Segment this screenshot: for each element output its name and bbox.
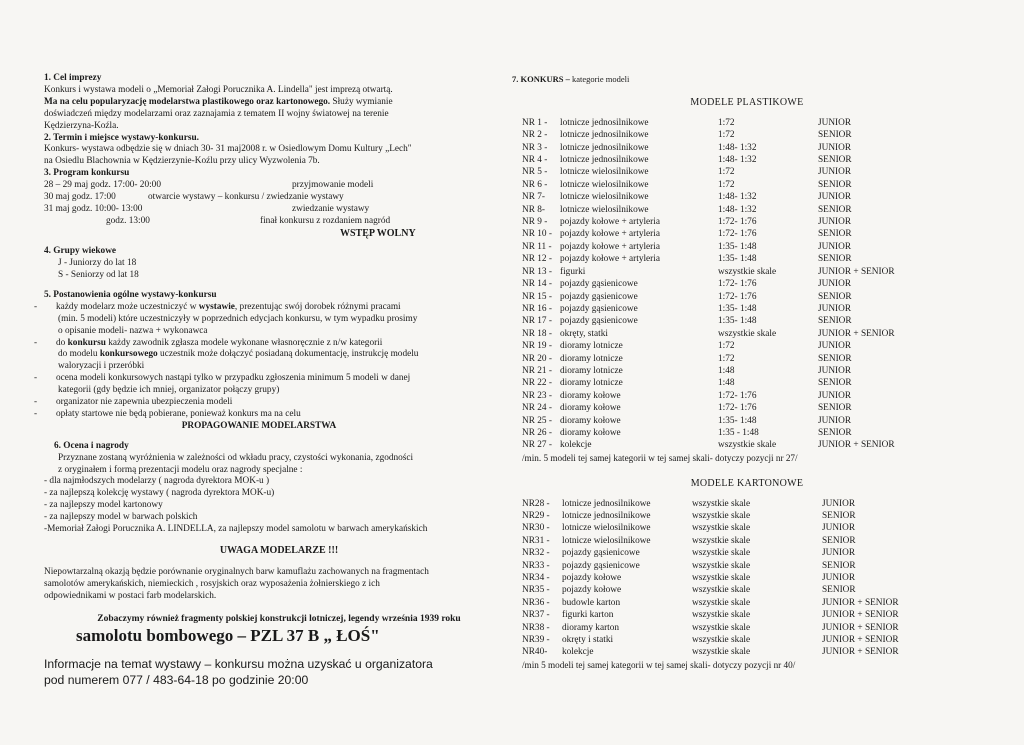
table-row [522, 340, 928, 352]
program-row-4 [44, 216, 514, 228]
category-number: NR 11 - [522, 241, 552, 252]
category-name: dioramy kołowe [560, 415, 621, 426]
table-row [522, 117, 928, 129]
category-number: NR 7- [522, 192, 545, 203]
table-row [522, 597, 932, 609]
category-number: NR28 - [522, 498, 550, 509]
rule-text: każdy modelarz może uczestniczyć w [56, 301, 199, 312]
category-number: NR 27 - [522, 440, 552, 451]
rule-text: uczestnik może dołączyć posiadaną dokumentację, instrukcję modelu [157, 349, 419, 360]
table-row [522, 278, 928, 290]
category-name: dioramy lotnicze [560, 378, 623, 389]
category-age-group: JUNIOR [818, 279, 852, 290]
category-number: NR 16 - [522, 303, 552, 314]
category-name: lotnicze jednosilnikowe [560, 130, 649, 141]
category-number: NR 25 - [522, 415, 552, 426]
table-row [522, 646, 932, 658]
plastic-models-table [522, 117, 928, 452]
rule-3-cont: kategorii (gdy będzie ich mniej, organizator połączy grupy) [58, 385, 280, 396]
section-2-title: 2. Termin i miejsce wystawy-konkursu. [44, 132, 199, 143]
table-row [522, 427, 928, 439]
category-number: NR32 - [522, 548, 550, 559]
category-scale: wszystkie skale [692, 535, 751, 546]
category-name: dioramy lotnicze [560, 341, 623, 352]
category-number: NR 14 - [522, 279, 552, 290]
table-row [522, 402, 928, 414]
category-name: dioramy kołowe [560, 427, 621, 438]
table-row [522, 142, 928, 154]
category-number: NR 21 - [522, 365, 552, 376]
category-age-group: SENIOR [818, 179, 852, 190]
category-scale: wszystkie skale [718, 328, 777, 339]
rule-bold: wystawie [198, 301, 235, 312]
table-row [522, 522, 932, 534]
category-scale: wszystkie skale [692, 511, 751, 521]
category-number: NR29 - [522, 511, 550, 521]
table-row [522, 572, 932, 584]
category-age-group: JUNIOR [818, 365, 852, 376]
award-line-6: - za najlepszy model w barwach polskich [44, 512, 198, 523]
rule-text: do [56, 337, 68, 348]
table-row [522, 266, 928, 278]
rule-text: do modelu [58, 349, 100, 360]
table-row [522, 315, 928, 327]
category-age-group: JUNIOR [818, 303, 852, 314]
pzl-headline: samolotu bombowego – PZL 37 B „ ŁOŚ" [76, 625, 380, 645]
category-name: lotnicze wielosilnikowe [560, 192, 649, 203]
category-scale: 1:72- 1:76 [718, 217, 757, 228]
rule-1-cont: o opisanie modeli- nazwa + wykonawca [58, 325, 208, 336]
category-number: NR39 - [522, 635, 550, 646]
category-age-group: JUNIOR + SENIOR [822, 635, 899, 646]
category-age-group: SENIOR [822, 560, 856, 571]
category-age-group: JUNIOR [818, 217, 852, 228]
table-row [522, 228, 928, 240]
category-scale: wszystkie skale [692, 548, 751, 559]
contact-line-2: pod numerem 077 / 483-64-18 po godzinie 20:00 [44, 672, 309, 687]
category-name: pojazdy gąsienicowe [560, 303, 638, 314]
category-scale: wszystkie skale [692, 523, 751, 534]
cardboard-models-heading: MODELE KARTONOWE [690, 478, 804, 490]
program-time: 28 – 29 maj godz. 17:00- 20:00 [44, 180, 161, 191]
category-scale: wszystkie skale [692, 585, 751, 596]
category-scale: wszystkie skale [692, 498, 751, 509]
table-row [522, 622, 932, 634]
table-row [522, 328, 928, 340]
table-row [522, 535, 932, 547]
free-entry [44, 228, 514, 240]
category-name: budowle karton [562, 597, 621, 608]
category-name: pojazdy gąsienicowe [562, 548, 640, 559]
category-name: kolekcje [560, 440, 592, 451]
s1-line-3: doświadczeń między modelarzami oraz zaznajamia z tematem II wojny światowej na terenie [44, 108, 389, 119]
program-event: zwiedzanie wystawy [292, 204, 370, 215]
s1-line-1: Konkurs i wystawa modeli o „Memoriał Załogi Porucznika A. Lindella" jest imprezą otwartą. [44, 84, 393, 95]
right-column [512, 73, 982, 671]
rule-text: każdy zawodnik zgłasza modele wykonane własnoręcznie z n/w kategorii [105, 337, 383, 348]
category-age-group: JUNIOR [818, 241, 852, 252]
plastic-models-heading: MODELE PLASTIKOWE [690, 97, 804, 109]
category-scale: wszystkie skale [692, 647, 751, 658]
info-line-3: odpowiednikami w postaci farb modelarskich. [44, 590, 217, 601]
section-4-title: 4. Grupy wiekowe [44, 246, 117, 257]
table-row [522, 303, 928, 315]
program-time: 31 maj godz. 10:00- 13:00 [44, 204, 143, 215]
program-event: przyjmowanie modeli [292, 180, 374, 191]
table-row [522, 129, 928, 141]
category-name: lotnicze wielosilnikowe [560, 179, 649, 190]
table-row [522, 365, 928, 377]
program-row-2 [44, 192, 514, 204]
rule-1 [44, 302, 514, 314]
category-name: lotnicze jednosilnikowe [560, 117, 649, 128]
category-number: NR 26 - [522, 427, 552, 438]
table-row [522, 253, 928, 265]
category-scale: wszystkie skale [692, 560, 751, 571]
category-number: NR36 - [522, 597, 550, 608]
category-name: okręty, statki [560, 328, 608, 339]
left-column [44, 73, 514, 688]
award-line-3: - dla najmłodszych modelarzy ( nagroda dyrektora MOK-u ) [44, 476, 270, 487]
rule-bold: konkursowego [99, 349, 158, 360]
category-number: NR 3 - [522, 142, 548, 153]
contact-line-1: Informacje na temat wystawy – konkursu można uzyskać u organizatora [44, 656, 433, 671]
info-line-1: Niepowtarzalną okazją będzie porównanie oryginalnych barw kamuflażu zachowanych na fragmentach [44, 566, 429, 577]
category-scale: 1:72- 1:76 [718, 279, 757, 290]
category-scale: wszystkie skale [692, 610, 751, 621]
category-age-group: SENIOR [822, 535, 856, 546]
program-time: 30 maj godz. 17:00 [44, 192, 116, 203]
category-age-group: JUNIOR [822, 523, 856, 534]
category-number: NR30 - [522, 523, 550, 534]
rule-5: - opłaty startowe nie będą pobierane, ponieważ konkurs ma na celu [44, 409, 514, 421]
category-scale: wszystkie skale [692, 635, 751, 646]
table-row [522, 216, 928, 228]
rule-2-cont: waloryzacji i przeróbki [58, 361, 145, 372]
category-age-group: SENIOR [818, 204, 852, 215]
category-name: pojazdy gąsienicowe [562, 560, 640, 571]
rule-bold: konkursu [67, 337, 106, 348]
rule-2-cont [44, 349, 514, 361]
category-scale: 1:72- 1:76 [718, 229, 757, 240]
category-scale: 1:72- 1:76 [718, 291, 757, 302]
category-scale: 1:48 [718, 378, 735, 389]
category-age-group: JUNIOR + SENIOR [818, 440, 895, 451]
category-scale: 1:72 [718, 353, 735, 364]
category-number: NR35 - [522, 585, 550, 596]
table-row [522, 353, 928, 365]
category-name: lotnicze wielosilnikowe [562, 523, 651, 534]
category-name: lotnicze jednosilnikowe [560, 155, 649, 166]
category-name: pojazdy kołowe + artyleria [560, 254, 660, 265]
category-scale: 1:72- 1:76 [718, 403, 757, 414]
category-number: NR33 - [522, 560, 550, 571]
category-number: NR 24 - [522, 403, 552, 414]
category-number: NR 13 - [522, 266, 552, 277]
rule-1-cont: (min. 5 modeli) które uczestniczyły w poprzednich edycjach konkursu, w tym wypadku prosimy [58, 313, 418, 324]
category-name: pojazdy gąsienicowe [560, 279, 638, 290]
category-name: dioramy lotnicze [560, 353, 623, 364]
propagation-banner: PROPAGOWANIE MODELARSTWA [181, 420, 337, 431]
category-number: NR40- [522, 647, 548, 658]
category-name: figurki karton [562, 610, 614, 621]
category-age-group: SENIOR [818, 254, 852, 265]
category-name: pojazdy kołowe + artyleria [560, 217, 660, 228]
plastic-note: /min. 5 modeli tej samej kategorii w tej samej skali- dotyczy pozycji nr 27/ [522, 452, 798, 463]
category-number: NR 18 - [522, 328, 552, 339]
table-row [522, 390, 928, 402]
category-age-group: JUNIOR [818, 167, 852, 178]
category-age-group: SENIOR [818, 316, 852, 327]
table-row [522, 291, 928, 303]
category-scale: 1:72 [718, 167, 735, 178]
table-row [522, 166, 928, 178]
category-age-group: SENIOR [818, 229, 852, 240]
category-name: lotnicze jednosilnikowe [562, 511, 651, 521]
category-age-group: JUNIOR + SENIOR [818, 328, 895, 339]
category-age-group: JUNIOR [822, 548, 856, 559]
rule-4: - organizator nie zapewnia ubezpieczenia modeli [44, 397, 514, 409]
table-row [522, 204, 928, 216]
s1-line-2 [44, 97, 514, 109]
category-name: dioramy kołowe [560, 403, 621, 414]
category-scale: 1:72 [718, 130, 735, 141]
rule-2 [44, 338, 514, 350]
table-row [522, 560, 932, 572]
program-row-1 [44, 180, 514, 192]
category-age-group: JUNIOR + SENIOR [822, 647, 899, 658]
table-row [522, 154, 928, 166]
category-age-group: JUNIOR [818, 117, 852, 128]
category-name: lotnicze wielosilnikowe [560, 204, 649, 215]
category-number: NR 6 - [522, 179, 548, 190]
award-line-5: - za najlepszy model kartonowy [44, 500, 163, 511]
category-scale: wszystkie skale [692, 622, 751, 633]
table-row [522, 191, 928, 203]
category-age-group: JUNIOR + SENIOR [822, 622, 899, 633]
free-entry-text: WSTĘP WOLNY [340, 228, 416, 240]
attention-heading: UWAGA MODELARZE !!! [219, 545, 339, 556]
category-name: lotnicze jednosilnikowe [560, 142, 649, 153]
category-age-group: JUNIOR [818, 341, 852, 352]
s1-line-4: Kędzierzyna-Koźla. [44, 120, 119, 131]
table-row [522, 377, 928, 389]
program-event: otwarcie wystawy – konkursu / zwiedzanie wystawy [148, 192, 344, 203]
category-name: dioramy lotnicze [560, 365, 623, 376]
category-name: pojazdy gąsienicowe [560, 316, 638, 327]
category-name: figurki [560, 266, 586, 277]
category-scale: 1:48- 1:32 [718, 204, 757, 215]
category-name: pojazdy kołowe [562, 573, 622, 584]
category-name: lotnicze wielosilnikowe [562, 535, 651, 546]
section-1-title: 1. Cel imprezy [44, 73, 102, 83]
program-row-3 [44, 204, 514, 216]
rule-text: , prezentując swój dorobek różnymi pracami [234, 301, 401, 312]
category-number: NR 15 - [522, 291, 552, 302]
category-age-group: SENIOR [822, 585, 856, 596]
category-number: NR 2 - [522, 130, 548, 141]
category-scale: 1:35 - 1:48 [718, 427, 759, 438]
category-scale: wszystkie skale [718, 266, 777, 277]
award-line-1: Przyznane zostaną wyróżnienia w zależności od wkładu pracy, czystości wykonania, zgodności [58, 452, 414, 463]
category-name: lotnicze wielosilnikowe [560, 167, 649, 178]
category-age-group: SENIOR [818, 427, 852, 438]
category-number: NR 20 - [522, 353, 552, 364]
award-line-2: z oryginałem i formą prezentacji modelu oraz nagrody specjalne : [58, 464, 303, 475]
category-age-group: JUNIOR [822, 573, 856, 584]
category-number: NR31 - [522, 535, 550, 546]
category-scale: 1:72 [718, 341, 735, 352]
category-scale: wszystkie skale [692, 573, 751, 584]
table-row [522, 179, 928, 191]
category-scale: 1:48- 1:32 [718, 142, 757, 153]
category-name: dioramy karton [562, 622, 620, 633]
category-number: NR 8- [522, 204, 545, 215]
cardboard-note: /min 5 modeli tej samej kategorii w tej samej skali- dotyczy pozycji nr 40/ [522, 659, 796, 670]
category-scale: 1:35- 1:48 [718, 415, 757, 426]
category-scale: wszystkie skale [718, 440, 777, 451]
category-scale: 1:72 [718, 117, 735, 128]
cardboard-models-table [522, 498, 932, 659]
category-age-group: JUNIOR [822, 498, 856, 509]
category-scale: 1:48 [718, 365, 735, 376]
rule-3: - ocena modeli konkursowych nastąpi tylko w przypadku zgłoszenia minimum 5 modeli w danej [44, 373, 514, 385]
table-row [522, 241, 928, 253]
category-name: lotnicze jednosilnikowe [562, 498, 651, 509]
konk-rest: kategorie modeli [569, 74, 630, 84]
category-number: NR 10 - [522, 229, 552, 240]
category-age-group: JUNIOR [818, 192, 852, 203]
program-event: finał konkursu z rozdaniem nagród [260, 216, 391, 227]
table-row [522, 609, 932, 621]
category-number: NR38 - [522, 622, 550, 633]
s2-line-2: na Osiedlu Blachownia w Kędzierzynie-Koźlu przy ulicy Wyzwolenia 7b. [44, 156, 320, 167]
category-scale: 1:48- 1:32 [718, 155, 757, 166]
category-number: NR37 - [522, 610, 550, 621]
section-3-title: 3. Program konkursu [44, 168, 130, 179]
category-scale: 1:35- 1:48 [718, 316, 757, 327]
category-number: NR 12 - [522, 254, 552, 265]
category-age-group: JUNIOR [818, 142, 852, 153]
category-name: pojazdy kołowe + artyleria [560, 241, 660, 252]
category-age-group: JUNIOR + SENIOR [822, 597, 899, 608]
category-age-group: JUNIOR + SENIOR [822, 610, 899, 621]
category-scale: 1:72- 1:76 [718, 390, 757, 401]
category-age-group: SENIOR [818, 130, 852, 141]
category-age-group: JUNIOR [818, 415, 852, 426]
category-name: pojazdy kołowe [562, 585, 622, 596]
category-number: NR 19 - [522, 341, 552, 352]
category-age-group: SENIOR [818, 403, 852, 414]
category-scale: 1:35- 1:48 [718, 241, 757, 252]
table-row [522, 498, 932, 510]
table-row [522, 510, 932, 522]
section-6-title: 6. Ocena i nagrody [54, 440, 129, 451]
category-number: NR34 - [522, 573, 550, 584]
info-line-2: samolotów amerykańskich, niemieckich , rosyjskich oraz wyposażenia żołnierskiego z ich [44, 578, 380, 589]
category-age-group: JUNIOR + SENIOR [818, 266, 895, 277]
award-line-4: - za najlepszą kolekcję wystawy ( nagroda dyrektora MOK-u) [44, 488, 275, 499]
category-scale: wszystkie skale [692, 597, 751, 608]
category-number: NR 17 - [522, 316, 552, 327]
category-scale: 1:72 [718, 179, 735, 190]
category-name: dioramy kołowe [560, 390, 621, 401]
category-number: NR 4 - [522, 155, 548, 166]
category-number: NR 1 - [522, 117, 548, 128]
section-5-title: 5. Postanowienia ogólne wystawy-konkursu [44, 289, 217, 300]
category-name: pojazdy kołowe + artyleria [560, 229, 660, 240]
category-age-group: JUNIOR [818, 390, 852, 401]
category-age-group: SENIOR [818, 155, 852, 166]
section-7-title [512, 73, 982, 85]
table-row [522, 634, 932, 646]
group-junior: J - Juniorzy do lat 18 [58, 258, 137, 269]
category-name: okręty i statki [562, 635, 614, 646]
category-age-group: SENIOR [818, 353, 852, 364]
konk-bold: 7. KONKURS – [512, 74, 570, 84]
category-name: pojazdy gąsienicowe [560, 291, 638, 302]
program-time: godz. 13:00 [106, 216, 150, 227]
category-scale: 1:35- 1:48 [718, 254, 757, 265]
s1-line-2-rest: Służy wymianie [330, 96, 393, 107]
table-row [522, 415, 928, 427]
category-number: NR 23 - [522, 390, 552, 401]
s1-line-2-bold: Ma na celu popularyzację modelarstwa plastikowego oraz kartonowego. [44, 96, 331, 107]
table-row [522, 439, 928, 451]
category-name: kolekcje [562, 647, 594, 658]
category-scale: 1:35- 1:48 [718, 303, 757, 314]
category-age-group: SENIOR [822, 511, 856, 521]
group-senior: S - Seniorzy od lat 18 [58, 269, 139, 280]
category-number: NR 9 - [522, 217, 548, 228]
category-number: NR 5 - [522, 167, 548, 178]
table-row [522, 547, 932, 559]
category-scale: 1:48- 1:32 [718, 192, 757, 203]
category-age-group: SENIOR [818, 291, 852, 302]
s2-line-1: Konkurs- wystawa odbędzie się w dniach 30- 31 maj2008 r. w Osiedlowym Domu Kultury „Lech" [44, 144, 412, 155]
award-line-7: -Memoriał Załogi Porucznika A. LINDELLA, za najlepszy model samolotu w barwach amerykańskich [44, 524, 428, 535]
fragments-announcement: Zobaczymy również fragmenty polskiej konstrukcji lotniczej, legendy września 1939 roku [97, 613, 461, 624]
category-number: NR 22 - [522, 378, 552, 389]
category-age-group: SENIOR [818, 378, 852, 389]
table-row [522, 584, 932, 596]
